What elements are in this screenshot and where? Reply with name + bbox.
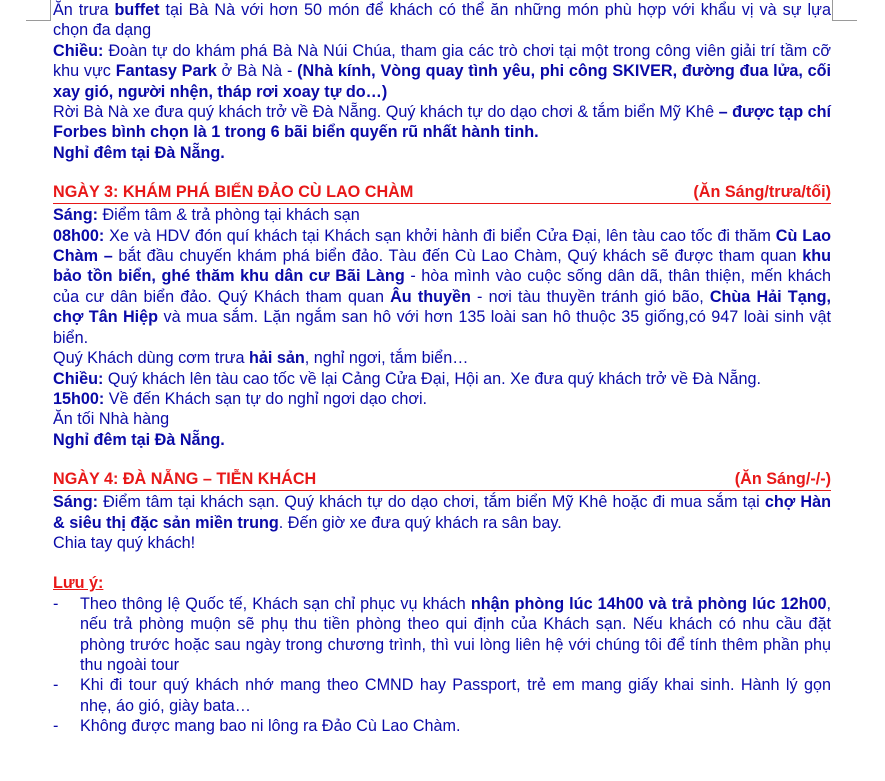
day4-meals: (Ăn Sáng/-/-): [734, 470, 831, 489]
day3-schedule-1500: 15h00: Về đến Khách sạn tự do nghỉ ngơi dạo chơi.: [53, 389, 428, 408]
day4-farewell: Chia tay quý khách!: [53, 533, 196, 552]
day3-afternoon: Chiều: Quý khách lên tàu cao tốc về lại Cảng Cửa Đại, Hội an. Xe đưa quý khách trở về Đà Nẵng.: [53, 369, 762, 388]
day4-title: NGÀY 4: ĐÀ NẴNG – TIỄN KHÁCH: [53, 470, 317, 489]
day3-dinner: Ăn tối Nhà hàng: [53, 410, 170, 429]
day3-title: NGÀY 3: KHÁM PHÁ BIỂN ĐẢO CÙ LAO CHÀM: [53, 183, 414, 202]
day3-meals: (Ăn Sáng/trưa/tối): [693, 183, 831, 202]
day4-heading: [53, 470, 831, 491]
page-corner-mark-right: [832, 0, 857, 21]
day3-overnight: Nghỉ đêm tại Đà Nẵng.: [53, 430, 225, 449]
document-page: [53, 0, 831, 737]
day3-schedule-0800: 08h00: Xe và HDV đón quí khách tại Khách sạn khởi hành đi biển Cửa Đại, lên tàu cao tốc đi thăm Cù Lao Chàm – bắt đầu chuyến khám phá biển đảo. Tàu đến Cù Lao Chàm, Quý khách sẽ được tham quan khu bảo tồn biển, ghé thăm khu dân cư Bãi Làng - hòa mình vào cuộc sống dân dã, thân thiện, mến khách của cư dân biển đảo. Quý Khách tham quan Âu thuyền - nơi tàu thuyền tránh gió bão, Chùa Hải Tạng, chợ Tân Hiệp và mua sắm. Lặn ngắm san hô với hơn 135 loài san hô thuộc 35 giống,có 947 loài sinh vật biển.: [53, 226, 832, 347]
page-corner-mark-left: [26, 0, 51, 21]
note-item-checkin: - Theo thông lệ Quốc tế, Khách sạn chỉ phục vụ khách nhận phòng lúc 14h00 và trả phòng lúc 12h00, nếu trả phòng muộn sẽ phụ thu tiền phòng theo qui định của Khách sạn. Nếu khách có nhu cầu đặt phòng trước hoặc sau ngày trong chương trình, thì vui lòng liên hệ với chúng tôi để tính thêm phần phụ thu ngoài tour: [53, 594, 831, 674]
day3-heading: [53, 183, 831, 204]
notes-list: [53, 594, 831, 737]
note-item-plastic-bags: - Không được mang bao ni lông ra Đảo Cù Lao Chàm.: [53, 717, 461, 736]
day3-lunch: Quý Khách dùng cơm trưa hải sản, nghỉ ngơi, tắm biển…: [53, 349, 469, 368]
day4-morning: Sáng: Điểm tâm tại khách sạn. Quý khách tự do dạo chơi, tắm biển Mỹ Khê hoặc đi mua sắm tại chợ Hàn & siêu thị đặc sản miền trung. Đến giờ xe đưa quý khách ra sân bay.: [53, 493, 832, 532]
note-item-documents: - Khi đi tour quý khách nhớ mang theo CMND hay Passport, trẻ em mang giấy khai sinh. Hành lý gọn nhẹ, áo gió, giày bata…: [53, 676, 831, 715]
day2-afternoon-paragraph: Chiều: Đoàn tự do khám phá Bà Nà Núi Chúa, tham gia các trò chơi tại một trong công viên giải trí tầm cỡ khu vực Fantasy Park ở Bà Nà - (Nhà kính, Vòng quay tình yêu, phi công SKIVER, đường đua lửa, cối xay gió, người nhện, tháp rơi xoay tự do…): [53, 41, 831, 101]
day2-return-paragraph: Rời Bà Nà xe đưa quý khách trở về Đà Nẵng. Quý khách tự do dạo chơi & tắm biển Mỹ Khê – được tạp chí Forbes bình chọn là 1 trong 6 bãi biển quyến rũ nhất hành tinh.: [53, 103, 831, 142]
day2-lunch-paragraph: Ăn trưa buffet tại Bà Nà với hơn 50 món để khách có thể ăn những món phù hợp với khẩu vị và sự lựa chọn đa dạng: [53, 1, 831, 40]
day2-overnight: Nghỉ đêm tại Đà Nẵng.: [53, 143, 225, 162]
notes-title: Lưu ý:: [53, 574, 104, 593]
day3-morning: Sáng: Điểm tâm & trả phòng tại khách sạn: [53, 206, 360, 225]
